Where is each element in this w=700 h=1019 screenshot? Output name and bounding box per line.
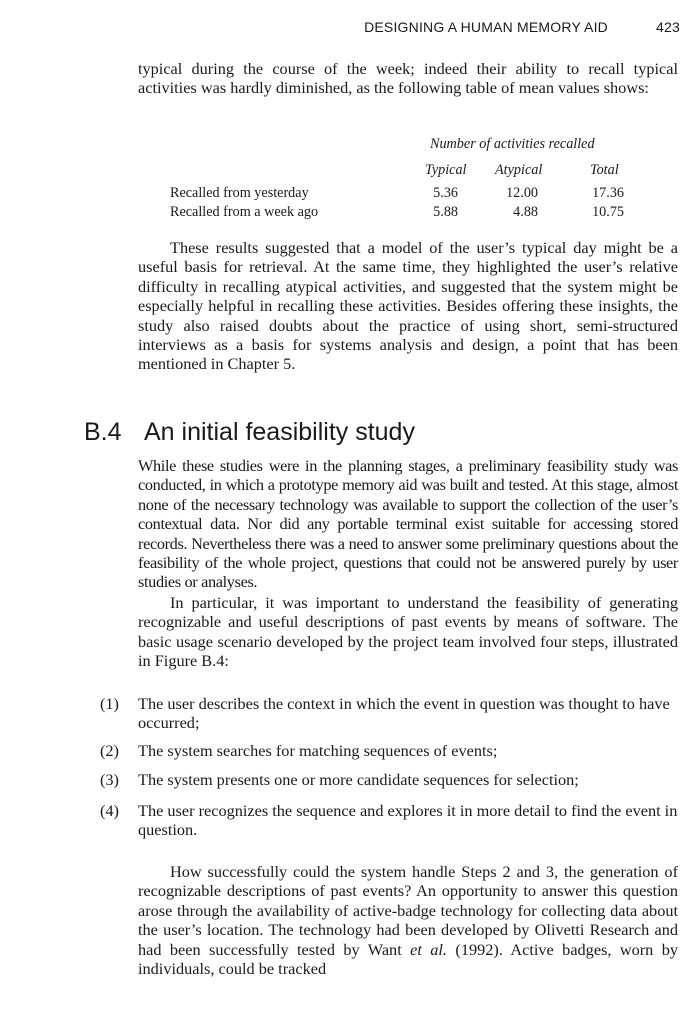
table-cell-total: 10.75 <box>592 204 624 220</box>
table-row <box>170 204 640 224</box>
intro-block <box>138 59 678 98</box>
results-block <box>138 238 678 374</box>
list-text: The user describes the context in which the event in question was thought to have occurred; <box>138 694 670 733</box>
final-paragraph-tail: (1992). Active badges, worn by individuals, could be tracked <box>138 939 678 979</box>
table-cell-atypical: 4.88 <box>513 204 538 220</box>
feasibility-paragraph: While these studies were in the planning stages, a preliminary feasibility study was conducted, in which a prototype memory aid was built and tested. At this stage, almost none of the necessary technology was available to support the collection of the user’s contextual data. Nor did any portable terminal exist suitable for accessing stored records. Nevertheless there was a need to answer some preliminary questions about the feasibility of the whole project, questions that could not be answered purely by user studies or analyses. <box>138 456 678 592</box>
section-number: B.4 <box>84 418 122 446</box>
table-cell-typical: 5.36 <box>433 185 458 201</box>
table-row-label: Recalled from a week ago <box>170 204 319 220</box>
table-cell-typical: 5.88 <box>433 204 458 220</box>
particular-block <box>138 593 678 671</box>
final-paragraph-text: How successfully could the system handle Steps 2 and 3, the generation of recognizable descriptions of past events? An opportunity to answer this question arose through the availability of active-badge technology for collecting data about the user’s location. The technology had been developed by Olivetti Research and had been successfully tested by Want <box>138 862 678 959</box>
feasibility-block <box>138 456 678 592</box>
table-row-label: Recalled from yesterday <box>170 185 309 201</box>
list-text: The user recognizes the sequence and explores it in more detail to find the event in question. <box>138 801 678 840</box>
page-number: 423 <box>656 19 680 35</box>
table-caption: Number of activities recalled <box>430 136 595 152</box>
final-paragraph <box>138 862 678 978</box>
table-cell-total: 17.36 <box>592 185 624 201</box>
table-header-typical: Typical <box>425 162 467 178</box>
particular-paragraph: In particular, it was important to understand the feasibility of generating recognizable and useful descriptions of past events by means of software. The basic usage scenario developed by the project team involved four steps, illustrated in Figure B.4: <box>138 593 678 671</box>
final-paragraph-citation: et al. <box>410 939 448 959</box>
table-header-atypical: Atypical <box>495 162 543 178</box>
list-marker: (2) <box>100 741 119 760</box>
intro-paragraph: typical during the course of the week; indeed their ability to recall typical activities was hardly diminished, as the following table of mean values shows: <box>138 59 678 98</box>
section-title: An initial feasibility study <box>144 418 415 446</box>
list-marker: (4) <box>100 801 119 820</box>
list-text: The system searches for matching sequences of events; <box>138 741 498 760</box>
table-header-total: Total <box>590 162 619 178</box>
table-cell-atypical: 12.00 <box>506 185 538 201</box>
running-head-title: DESIGNING A HUMAN MEMORY AID <box>364 19 608 35</box>
table-row <box>170 185 640 205</box>
results-paragraph: These results suggested that a model of the user’s typical day might be a useful basis for retrieval. At the same time, they highlighted the user’s relative difficulty in recalling atypical activities, and suggested that the system might be especially helpful in recalling these activities. Besides offering these insights, the study also raised doubts about the practice of using short, semi-structured interviews as a basis for systems analysis and design, a point that has been mentioned in Chapter 5. <box>138 238 678 374</box>
list-marker: (1) <box>100 694 119 713</box>
final-block <box>138 862 678 978</box>
list-marker: (3) <box>100 770 119 789</box>
list-text: The system presents one or more candidate sequences for selection; <box>138 770 579 789</box>
